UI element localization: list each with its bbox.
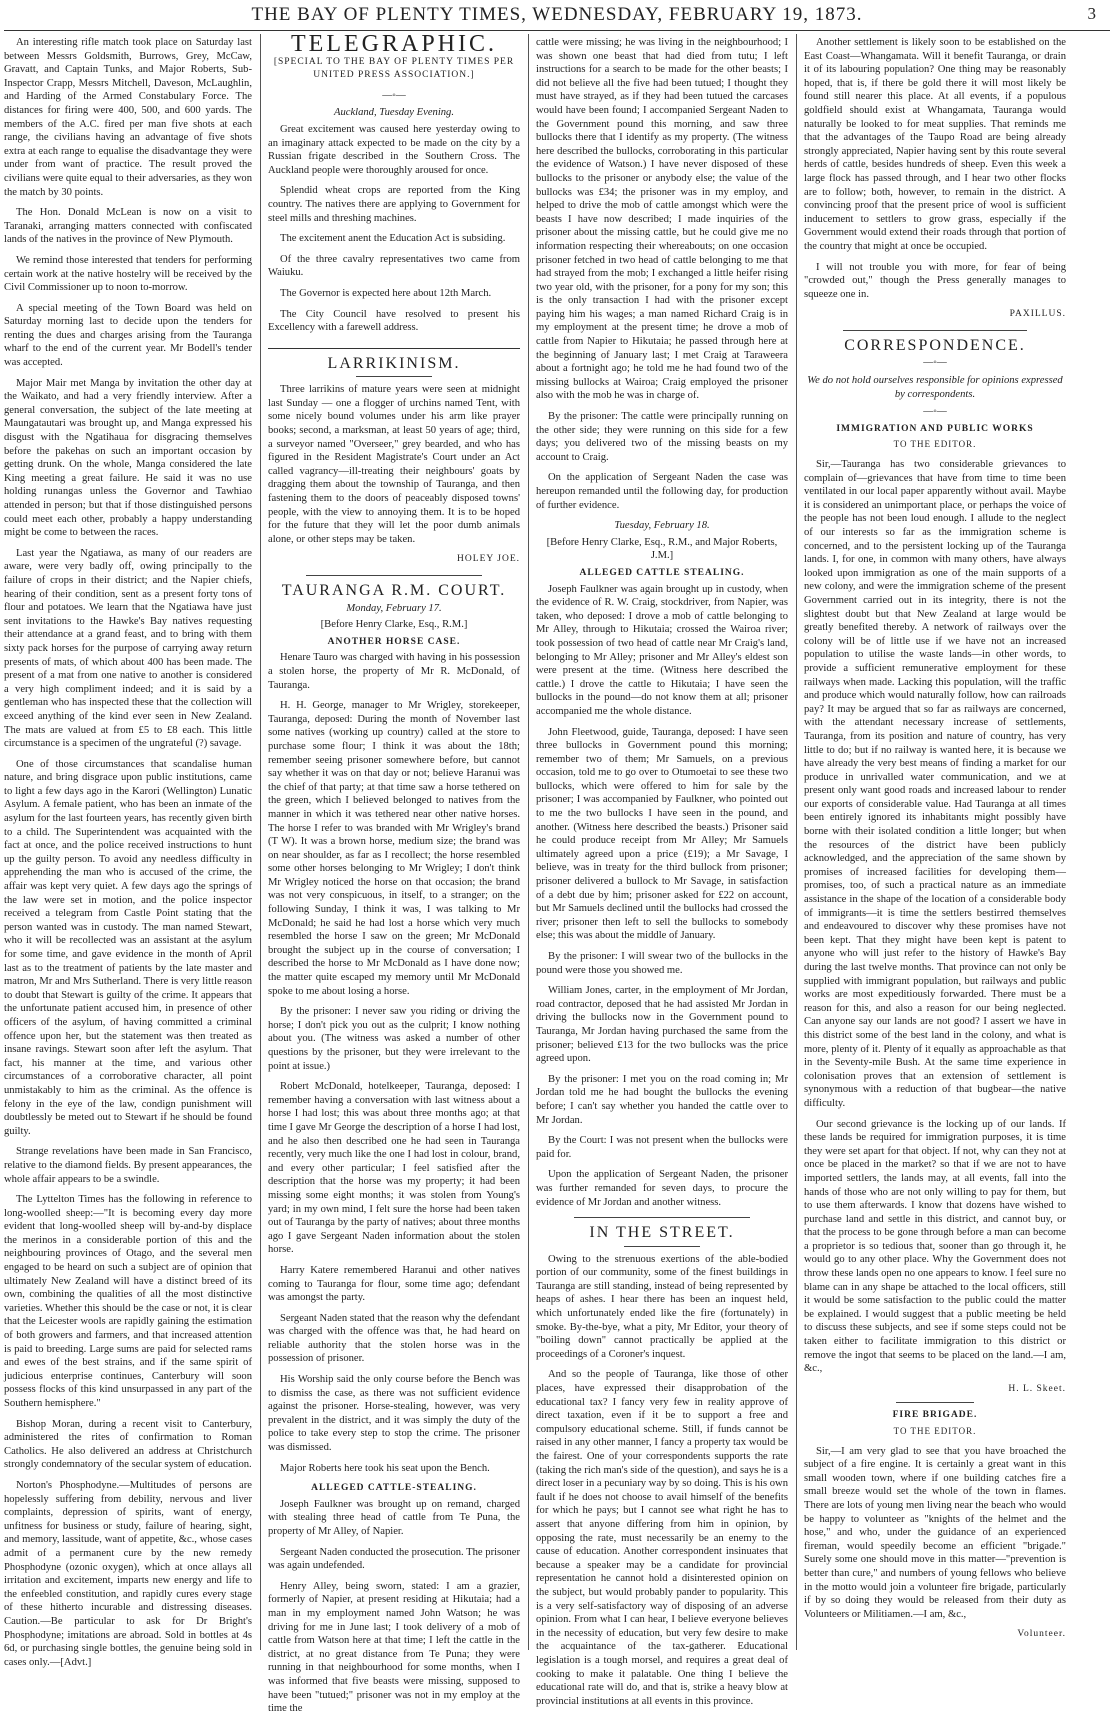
correspondence-note: We do not hold ourselves responsible for opinions expressed by correspondents. (807, 375, 1063, 400)
court-paragraph: Sergeant Naden stated that the reason why the defendant was charged with the offence was that, he had heard on reliable authority that the stolen horse was in the possession of prisoner. (268, 1312, 520, 1365)
masthead-rule (4, 30, 1110, 31)
column-divider (528, 34, 529, 1650)
telegraphic-section (268, 31, 520, 349)
signature: PAXILLUS. (1009, 309, 1066, 320)
street-paragraph: Another settlement is likely soon to be established on the East Coast—Whangamata. Will it benefit Tauranga, or drain it of its labouring population? One thing may be reasonably hoped, that is, if there be gold there it will most likely be found still nearer this place. At all events, if a populous goldfield should exist at Whangamata, Tauranga would naturally be looked to for meat supplies. That reminds me that the advantages of the Taupo Road are being already strongly appreciated, Napier having sent by this route several herds of cattle, besides hundreds of sheep. Even this week a large flock has passed through, and I hear two other flocks are to follow; both, however, to remain in the district. A convincing proof that the present price of wool is sufficient inducement to settlers to grow grass, especially if the Government would extend their roads through that portion of the country that might at once be occupied. (804, 37, 1066, 252)
divider (624, 1246, 700, 1247)
court-paragraph: Henare Tauro was charged with having in his possession a stolen horse, the property of Mr R. McDonald, of Tauranga. (268, 652, 520, 691)
court-paragraph: Joseph Faulkner was brought up on remand, charged with stealing three head of cattle from Te Puna, the property of Mr Alley, of Napier. (268, 1498, 520, 1537)
letter-paragraph: Sir,—Tauranga has two considerable grievances to complain of—grievances that have from time to time been ventilated in our local paper apparently without avail. Maybe it is considered an unimportant place, or perhaps the voice of the people has not been loud enough. I allude to the neglect of our interests so far as the immigration scheme is concerned, and to the persistent locking up of the Tauranga lands. I, for one, in common with many others, have always looked upon immigration as one of the main supports of a new colony, and were the immigration scheme of the present Government carried out in its integrity, there is not the slightest doubt but that New Zealand at large would be greatly benefited thereby. A network of railways over the colony will be of little use if we have not an increased population to utilise the waste lands—in other words, to provide a sufficient remunerative employment for these railways when made. Lacking this population, will the traffic and produce which would naturally follow, how can railroads pay? It may be argued that so far as railways are concerned, with the attendant necessary increase of settlements, Tauranga, from its position and nature of country, has very little to do; but if no railway is wanted here, it is because we have already the very best means of finding a market for our produce in unrivalled water communication, and we at present only want good roads and increased labour to render our exports of considerable value. Had Tauranga at all times been entirely ignored its inhabitants might possibly have borne with their isolated condition a little longer; but when the resources of the district have been publicly acknowledged, and the appreciation of the same shown by promises of increased facilities for developing them—promises, too, of such a practical nature as an immediate assistance in the shape of the location of a considerable body of immigrants—it is time the settlers bestirred themselves and endeavoured to discover why these promises have not been kept. That they might have been kept is patent to anyone who will just refer to the history of Hawke's Bay during the last twelve months. That province can not only be supplied with immigrant population, but railways and public works are most expeditiously forwarded. There must be a reason for this, and also a reason for our being neglected. Can anyone say our lands are not good? I assert we have in this district some of the best land in the colony, and what is more, plenty of it. Plenty of it equally as approachable as that in the Seventy-mile Bush. At the same time experience in colonisation proves that an extension of settlement is synonymous with a reduction of that bugbear—the native difficulty. (804, 459, 1066, 1109)
page-number: 3 (1087, 4, 1096, 23)
section-heading-court: TAURANGA R.M. COURT. (281, 582, 507, 599)
letter-heading-fire-brigade: FIRE BRIGADE. (892, 1410, 978, 1421)
article-tenders: We remind those interested that tenders for performing certain work at the native hostelry will be received by the Civil Commissioner up to noon to-morrow. (4, 254, 252, 294)
court-paragraph: cattle were missing; he was living in the neighbourhood; I was shown one beast that had died from tutu; I left instructions for a search to be made for the other beasts; I did not believe all the five had been tutued; I thought they must have strayed, as if they had been tutued the carcases would have been found; I accompanied Sergeant Naden to the Government pound this morning, and saw three bullocks there that I identify as my property. (The witness here described the bullocks, corroborating in this particular the evidence of Watson.) I have never disposed of these bullocks to the prisoner or anybody else; the value of the bullocks was £34; the prisoner was in my employ, and helped to drive the mob of cattle amongst which were the beasts I have now described; I made inquiries of the prisoner about the missing cattle, but he could give me no information respecting their whereabouts; on one occasion prisoner fetched in two head of cattle belonging to me that had strayed from the mob; I exchanged a little heifer rising two year old, with the prisoner, for a pony for my son; this is the only transaction I had with the prisoner except paying him his wages; a man named Richard Craig is in my employment at the present time; he drove a mob of cattle from Napier to Hikutaia; he passed through here at the beginning of January last; I met Craig at Taraweera about a fortnight ago; he told me he had found two of the missing bullocks at Wairoa; Craig employed the prisoner also with the mob he was in charge of. (536, 37, 788, 402)
article-sheep: The Lyttelton Times has the following in reference to long-woolled sheep:—"It is becoming every day more evident that long-woolled sheep will by-and-by displace the merinos in a considerable portion of this and the neighbouring provinces of Otago, and the several men engaged to be heard on such a subject are of opinion that ultimately New Zealand will have a distinct breed of its own, combining the qualities of all the most distinctive varieties. Whether this should be the case or not, it is clear that the Leicester wools are rapidly gaining the estimation of both growers and farmers, and that increased attention is paid to breeding. Large sums are paid for selected rams and ewes of the best strains, and if the same spirit of judicious enterprise continues, Canterbury will soon possess flocks of this kind unsurpassed in any part of the Southern hemisphere." (4, 1194, 252, 1409)
court-paragraph: H. H. George, manager to Mr Wrigley, storekeeper, Tauranga, deposed: During the month of November last some natives (working up country) called at the store to purchase some flour; I think it was about the 18th; remember seeing prisoner somewhere before, but cannot say whether it was on that day or not; believe Haranui was the chief of that party; at that time saw a horse tethered on the green, which I believed belonged to natives from the manner in which it was tethered near other native horses. The horse I refer to was branded with Mr Wrigley's brand (T W). It was a brown horse, medium size; the brand was on near shoulder, as far as I recollect; the horse resembled some other horses belonging to Mr Wrigley; I don't think Mr Wrigley noticed the horse on that occasion; the brand was not very conspicuous, in itself, to a stranger; on the following Sunday, I think it was, I was talking to Mr McDonald; he said he had lost a horse which very much resembled the horse I saw on the green; Mr McDonald brought the subject up in the course of conversation; I described the horse to Mr McDonald as I have done now; the matter quite escaped my memory until Mr McDonald spoke to me about losing a horse. (268, 700, 520, 997)
column-divider (796, 34, 797, 1650)
article-diamond-fields: Strange revelations have been made in San Francisco, relative to the diamond fields. By present appearances, the whole affair appears to be a swindle. (4, 1146, 252, 1185)
section-heading-street: IN THE STREET. (589, 1224, 735, 1242)
column-2 (268, 31, 520, 1715)
telegraphic-dateline: Auckland, Tuesday Evening. (333, 107, 455, 119)
advertisement-phosphodyne: Norton's Phosphodyne.—Multitudes of persons are hopelessly suffering from debility, nervous and liver complaints, depression of spirits, want of energy, unfitness for business or study, failure of hearing, sight, and memory, lassitude, want of appetite, &c., whose cases admit of a permanent cure by the new remedy Phosphodyne (ozonic oxygen), which at once allays all irritation and excitement, imparts new energy and life to the enfeebled constitution, and rapidly cures every stage of these hitherto incurable and distressing diseases. Caution.—Be particular to ask for Dr Bright's Phosphodyne; imitations are abroad. Sold in bottles at 4s 6d, or purchasing single bottles, the genuine being sold in cases only.—[Advt.] (4, 1479, 252, 1668)
signature: HOLEY JOE. (457, 554, 520, 565)
court-paragraph: By the prisoner: The cattle were principally running on the other side; they were running on this side for a few days; you delivered two of the missing beasts on my account to Craig. (536, 411, 788, 463)
court-paragraph: Joseph Faulkner was again brought up in custody, when the evidence of R. W. Craig, stockdriver, from Napier, was taken, who deposed: I drove a mob of cattle belonging to Mr Alley, through to Hikutaia; crossed the Wairoa river; took possession of two head of cattle near Mr Craig's land, belonging to Mr Alley; prisoner and Mr Alley's eldest son were present at the time. (Witness here described the cattle.) I drove the cattle to Hikutaia; I have seen the bullocks in the pound—do not know them at all; prisoner accompanied me the whole distance. (536, 583, 788, 717)
section-heading-correspondence: CORRESPONDENCE. (844, 336, 1026, 354)
letter-addressee: TO THE EDITOR. (893, 1426, 977, 1436)
signature: Volunteer. (1017, 1629, 1066, 1640)
court-paragraph: On the application of Sergeant Naden the case was hereupon remanded until the following day, for production of further evidence. (536, 472, 788, 511)
court-paragraph: John Fleetwood, guide, Tauranga, deposed: I have seen three bullocks in Government pound this morning; remember two of them; Mr Samuels, on a previous occasion, told me to go over to Otumoetai to see these two bullocks, which were offered to him for sale by the prisoner; I was accompanied by Faulkner, who pointed out to me the two bullocks I have seen in the pound, and another. (Witness here described the beasts.) Prisoner said he could produce receipt from Mr Alley; Mr Samuels ultimately agreed upon a price (£19); a Mr Savage, I believe, was in treaty for the third bullock from prisoner; prisoner delivered a bullock to Mr Savage, in satisfaction of a debt due by him; prisoner asked for £22 on account, but Mr Samuels declined until the bullocks had crossed the river; prisoner then left to sell the bullocks to somebody else; this was about the middle of January. (536, 726, 788, 942)
court-before: [Before Henry Clarke, Esq., R.M., and Major Roberts, J.M.] (546, 536, 778, 562)
divider (896, 1402, 975, 1403)
newspaper-title: THE BAY OF PLENTY TIMES, WEDNESDAY, FEBRUARY 19, 1873. (251, 4, 863, 25)
telegram-item: The excitement anent the Education Act is subsiding. (280, 233, 506, 245)
telegram-item: Splendid wheat crops are reported from the King country. The natives there are applying to Government for steel mills and threshing machines. (268, 185, 520, 224)
column-1 (4, 36, 252, 1668)
article-manga: Major Mair met Manga by invitation the other day at the Waikato, and had a very friendly interview. After a general conversation, the subject of the late meeting at Maungatautari was brought up, and Manga expressed his disgust with the Ngatihaua for disgracing themselves before the pakehas on such an important occasion by getting drunk. On the whole, Manga considered the late King meeting a great failure. He said it was no use holding runangas unless the Governor and Tawhiao attended in person; but that if those distinguished persons could meet each other, probably a happy understanding might be come to between the races. (4, 377, 252, 539)
court-paragraph: By the prisoner: I will swear two of the bullocks in the pound were those you showed me. (536, 951, 788, 976)
court-before: [Before Henry Clarke, Esq., R.M.] (320, 619, 468, 631)
court-paragraph: Harry Katere remembered Haranui and other natives coming to Tauranga for flour, some time ago; defendant was amongst the party. (268, 1264, 520, 1304)
telegram-item: The City Council have resolved to present his Excellency with a farewell address. (268, 308, 520, 334)
letter-addressee: TO THE EDITOR. (893, 439, 977, 450)
telegraphic-credit: [SPECIAL TO THE BAY OF PLENTY TIMES PER UNITED PRESS ASSOCIATION.] (273, 56, 515, 81)
telegram-item: Of the three cavalry representatives two came from Waiuku. (268, 253, 520, 279)
court-paragraph: Sergeant Naden conducted the prosecution. The prisoner was again undefended. (268, 1546, 520, 1572)
court-paragraph: Robert McDonald, hotelkeeper, Tauranga, deposed: I remember having a conversation with last witness about a horse I had lost; this was about three months ago; at that time I gave Mr George the description of a horse I had lost, and he also then described one he had seen in Tauranga recently, very much like the one I had lost in colour, brand, and every other particular; I feel satisfied after the description that the horse was my property; it had been missing some eight months; it was stolen from Young's yard; in my own mind, I felt sure the horse had been taken out of Tauranga by the party of natives; about three months ago I gave Sergeant Naden information about the stolen horse. (268, 1081, 520, 1256)
street-paragraph: I will not trouble you with more, for fear of being "crowded out," though the Press generally manages to squeeze one in. (804, 261, 1066, 300)
divider (574, 1217, 750, 1218)
court-date: Tuesday, February 18. (614, 520, 710, 532)
court-paragraph: William Jones, carter, in the employment of Mr Jordan, road contractor, deposed that he had assisted Mr Jordan in driving the bullocks now in the Government pound to Tauranga, Mr Jordan having purchased the same from the prisoner; believed £13 for the two bullocks was the price agreed upon. (536, 985, 788, 1065)
court-date: Monday, February 17. (346, 602, 442, 614)
letter-heading-immigration: IMMIGRATION AND PUBLIC WORKS (836, 423, 1034, 434)
signature: H. L. Skeet. (1008, 1383, 1066, 1394)
case-heading: ANOTHER HORSE CASE. (327, 636, 461, 647)
letter-paragraph: Sir,—I am very glad to see that you have broached the subject of a fire engine. It is certainly a great want in this small wooden town, where if one building catches fire a small breeze would set the whole of the town in flames. There are lots of young men living near the beach who would be happy to volunteer as "knights of the helmet and the hose," and who, under the guidance of an experienced fireman, would speedily become an efficient "brigade." Surely some one should move in this matter—"prevention is better than cure," and numbers of young fellows who believe in the motto would join a volunteer fire brigade, particularly if by so doing they would be released from their duty as Volunteers or Militiamen.—I am, &c., (804, 1445, 1066, 1620)
ornament-divider: —◦— (923, 406, 947, 418)
ornament-divider: —◦— (923, 357, 947, 369)
court-paragraph: By the Court: I was not present when the bullocks were paid for. (536, 1135, 788, 1160)
article-town-board: A special meeting of the Town Board was held on Saturday morning last to decide upon the tenders for renting the dues and charges arising from the Tauranga wharf to the end of the current year. Mr Bodell's tender was accepted. (4, 302, 252, 369)
section-heading-larrikinism: LARRIKINISM. (327, 354, 461, 372)
article-ngatiawa: Last year the Ngatiawa, as many of our readers are aware, were very badly off, owing principally to the failure of crops in their district; and the Napier chiefs, hearing of their condition, sent as a present forty tons of flour and potatoes. We learn that the Ngatiawa have just sent invitations to the Hawke's Bay natives requesting their attendance at a grand feast, and to bring with them sixty pack horses for the purpose of carrying away return presents of mats, of which about 400 has been made. The present of a mat from one native to another is considered a very high compliment indeed; and it is said by a gentleman who has inspected these that the collection will exceed anything of the kind ever seen in New Zealand. The mats are valued at from £5 to £8 each. This little circumstance is a specimen of the ungrateful (?) savage. (4, 547, 252, 750)
court-paragraph: Henry Alley, being sworn, stated: I am a grazier, formerly of Napier, at present residing at Hikutaia; had a man in my employment named John Watson; he was driving for me in June last; I took delivery of a mob of cattle from Watson here at that time; I left the cattle in the district, at no great distance from Te Puna; they were running in that neighbourhood for some months, when I was informed that five beasts were missing, supposed to have been "tutued;" prisoner was not in my employ at the time the (268, 1580, 520, 1715)
divider (306, 575, 482, 576)
article-bishop-moran: Bishop Moran, during a recent visit to Canterbury, administered the rites of confirmation to Roman Catholics. He also delivered an address at Christchurch strongly condemnatory of the secular system of education. (4, 1418, 252, 1471)
court-paragraph: Major Roberts here took his seat upon the Bench. (280, 1462, 490, 1474)
street-paragraph: And so the people of Tauranga, like those of other places, have expressed their disapprobation of the educational tax? I fancy very few in reality approve of direct taxation, even if it be to support a free and compulsory educational scheme. Still, if funds cannot be raised in any other manner, I fancy a property tax would be the fairest. One of your correspondents supports the rate (taking the rich man's side of the question), and says he is a direct loser in a pecuniary way by so doing. This is his own fault if he does not choose to avail himself of the benefits for which he pays; but I cannot see what right he has to assert that anyone differing from him in opinion, by opposing the rate, must necessarily be an enemy to the cause of education. Another correspondent insinuates that because a speaker may be a candidate for provincial representation he cannot hold a disinterested opinion on the subject, but would probably pander to popularity. This is a very self-satisfactory way of disposing of an adverse opinion. From what I can hear, I believe everyone believes in the necessity of education, but very few desire to make the acquaintance of the tax-gatherer. Educational legislation is a tough morsel, and requires a great deal of cooking to make it palatable. One thing I believe the educational rate will do, and that is, strike a heavy blow at provincial institutions at all events in this province. (536, 1369, 788, 1707)
article-mclean: The Hon. Donald McLean is now on a visit to Taranaki, arranging matters connected with confiscated lands of the natives in the province of New Plymouth. (4, 207, 252, 246)
case-heading: ALLEGED CATTLE-STEALING. (311, 1483, 477, 1494)
column-divider (260, 34, 261, 1650)
article-asylum: One of those circumstances that scandalise human nature, and bring disgrace upon public institutions, came to light a few days ago in the Karori (Wellington) Lunatic Asylum. A female patient, who has been an inmate of the asylum for the last fourteen years, has recently given birth to a child. The Superintendent was acquainted with the fact at once, and the police received instructions to hunt up the guilty person. To avoid any needless difficulty in apprehending the man who is accused of the crime, the affair was kept very quiet. A few days ago the springs of the law were set in motion, and the police inspector received a telegram from Castle Point stating that the person wanted was in custody. The man named Stewart, who it will be recollected was an assistant at the asylum for some time, and gave evidence in the month of April last as to the treatment of patients by the late master and matron, Mr and Mrs Sutherland. There is very little reason to doubt that Stewart is guilty of the crime. It appears that the unfortunate patient accused him, in presence of other officers of the asylum, of having committed a criminal offence upon her, but the statement was then treated as insane ravings. Stewart soon after left the asylum. That fact, his manner at the time, and various other circumstances of a corroborative character, all point unmistakably to him as the criminal. As the offence is felony in the eye of the law, condign punishment will doubtlessly be meted out to Stewart if he should be found guilty. (4, 758, 252, 1137)
divider (843, 330, 1026, 331)
column-4 (804, 36, 1066, 1650)
column-3 (536, 36, 788, 1707)
ornament-divider: —◦— (382, 89, 406, 101)
court-paragraph: By the prisoner: I met you on the road coming in; Mr Jordan told me he had bought the bullocks the evening before; I can't say whether you handed the cattle over to Mr Jordan. (536, 1073, 788, 1126)
telegram-item: Great excitement was caused here yesterday owing to an imaginary attack expected to be made on the city by a Russian frigate described in the Southern Cross. The Auckland people were thoroughly aroused for once. (268, 123, 520, 176)
divider (356, 376, 432, 377)
article-larrikinism: Three larrikins of mature years were seen at midnight last Sunday — one a flogger of urchins named Tent, with some nicely bound volumes under his arm like prayer books; second, a marksman, at least 50 years of age; third, a surveyor named "Overseer," grey bearded, and who has figured in the Resident Magistrate's Court under an Act called vagrancy—ill-treating their neighbours' goats by dragging them about the township of Tauranga, and then fastening them to the doors of peaceably disposed towns' people, with the view to annoying them. It is to be hoped for the future that they will let the poor dumb animals alone, or other steps may be taken. (268, 384, 520, 545)
court-paragraph: His Worship said the only course before the Bench was to dismiss the case, as there was not sufficient evidence against the prisoner. Horse-stealing, however, was very prevalent in the district, and it was simply the duty of the police to take every step to stop the crime. The prisoner was dismissed. (268, 1374, 520, 1454)
letter-paragraph: Our second grievance is the locking up of our lands. If these lands be required for immigration purposes, it is time they were set apart for that object. If not, why can they not at once be placed in the market? so that if we are not to have imported settlers, the lands may, at all events, fall into the hands of those who are not only willing to pay for them, but to use them afterwards. I know that dozens have wished to purchase land and settle in this district, and cannot buy, or that the process to be gone through before a man can become a proprietor is so tedious that, sooner than go through it, he would go to any other place. Why the Government does not throw these lands open no one appears to know. I feel sure no blame can in any shape be attached to the local officers, still it would be some satisfaction to the public could the matter be explained. I would suggest that a public meeting be held to discuss these subjects, and see if some steps could not be taken either to facilitate immigration to this district or remove the ingot that seems to be placed on the land.—I am, &c., (804, 1118, 1066, 1375)
telegram-item: The Governor is expected here about 12th March. (280, 287, 492, 299)
court-paragraph: Upon the application of Sergeant Naden, the prisoner was further remanded for seven days, to procure the evidence of Mr Jordan and another witness. (536, 1169, 788, 1208)
section-heading-telegraphic: TELEGRAPHIC. (291, 31, 497, 57)
court-paragraph: By the prisoner: I never saw you riding or driving the horse; I don't pick you out as the culprit; I know nothing about you. (The witness was asked a number of other questions by the prisoner, but they were irrelevant to the point at issue.) (268, 1006, 520, 1072)
article-rifle-match: An interesting rifle match took place on Saturday last between Messrs Goldsmith, Burrows, Grey, McCaw, Gravatt, and Captain Tunks, and Major Roberts, Sub-Inspector Crapp, Messrs Mitchell, Daveson, McLaughlin, and Harding of the Armed Constabulary Force. The distances for firing were 400, 500, and 600 yards. The members of the A.C. fired per man five shots at each range, the civilians having an advantage of five shots extra at each range to equalise the disadvantage they were under from want of practice. The result proved the civilians were quite equal to their adversaries, as they won the match by 30 points. (4, 37, 252, 198)
masthead (0, 0, 1114, 30)
street-paragraph: Owing to the strenuous exertions of the able-bodied portion of our community, some of the finest buildings in Tauranga are still standing, instead of being represented by heaps of ashes. I hear there has been an inquest held, which unfortunately ended like the fire (fortunately) in smoke. By-the-bye, what a pity, Mr Editor, your theory of "boiling down" cannot practically be applied at the proceedings of a Coroner's inquest. (536, 1253, 788, 1360)
case-heading: ALLEGED CATTLE STEALING. (579, 567, 745, 578)
